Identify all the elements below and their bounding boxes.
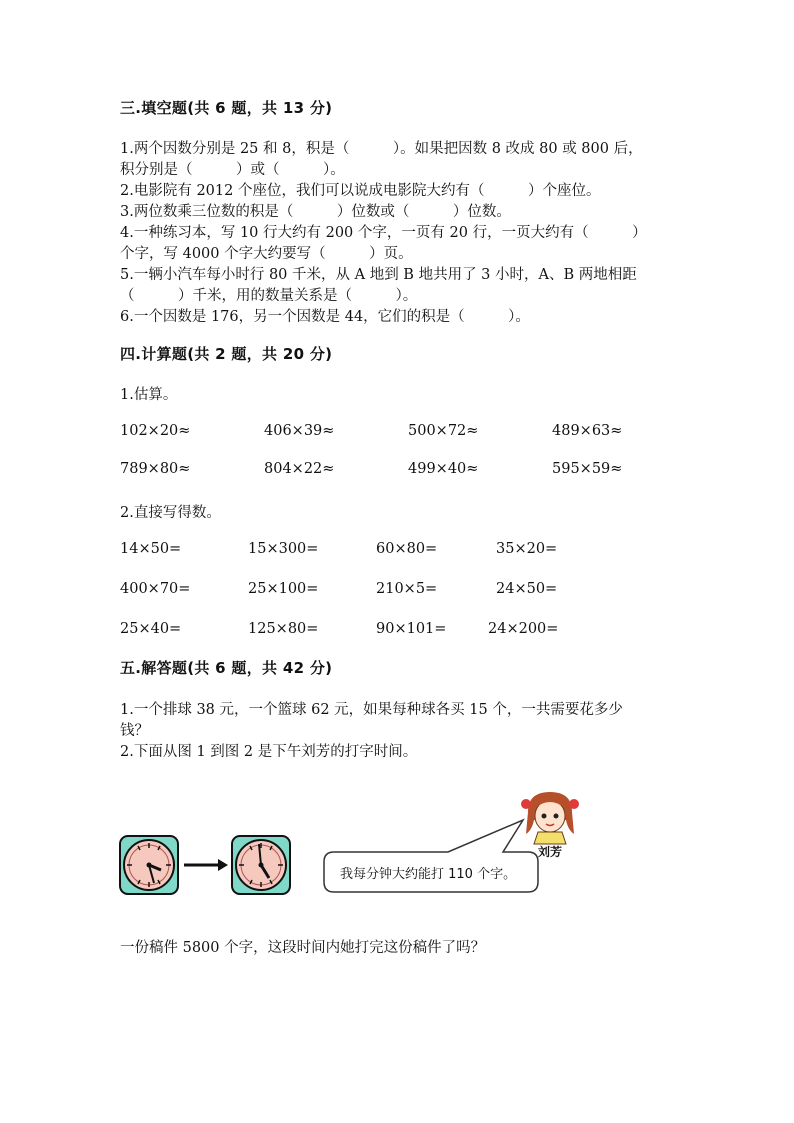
estimate-item: 499×40≈ [408,461,479,477]
fill-blank-line: 个字，写 4000 个字大约要写（ ）页。 [120,246,413,262]
girl-name-label: 刘芳 [538,845,563,859]
estimate-item: 804×22≈ [264,461,335,477]
direct-item: 25×40= [120,621,182,637]
estimate-item: 406×39≈ [264,423,335,439]
direct-item: 60×80= [376,541,438,557]
section-3-title: 三.填空题(共 6 题，共 13 分) [120,99,333,117]
direct-item: 90×101= [376,621,447,637]
fill-blank-line: 1.两个因数分别是 25 和 8，积是（ ）。如果把因数 8 改成 80 或 800 后， [120,141,643,157]
direct-item: 24×50= [496,581,558,597]
direct-label: 2.直接写得数。 [120,505,221,521]
problem-line: 钱？ [120,723,149,739]
fill-blank-line: 4.一种练习本，写 10 行大约有 200 个字，一页有 20 行，一页大约有（ ） [120,225,647,241]
estimate-item: 102×20≈ [120,423,191,439]
direct-item: 14×50= [120,541,182,557]
estimate-label: 1.估算。 [120,387,178,403]
typing-time-illustration [118,790,598,900]
estimate-item: 595×59≈ [552,461,623,477]
direct-item: 25×100= [248,581,319,597]
fill-blank-line: 2.电影院有 2012 个座位，我们可以说成电影院大约有（ ）个座位。 [120,183,601,199]
fill-blank-line: （ ）千米，用的数量关系是（ ）。 [120,288,418,304]
fill-blank-line: 积分别是（ ）或（ ）。 [120,162,345,178]
bubble-text: 我每分钟大约能打 110 个字。 [340,867,517,882]
section-4-title: 四.计算题(共 2 题，共 20 分) [120,345,333,363]
direct-item: 400×70= [120,581,191,597]
speech-bubble [324,820,538,892]
direct-item: 210×5= [376,581,438,597]
clock-2-icon [232,836,290,894]
problem-line: 2.下面从图 1 到图 2 是下午刘芳的打字时间。 [120,744,418,760]
estimate-item: 789×80≈ [120,461,191,477]
direct-item: 15×300= [248,541,319,557]
problem-line: 1.一个排球 38 元，一个篮球 62 元，如果每种球各买 15 个，一共需要花多少 [120,702,623,718]
direct-item: 125×80= [248,621,319,637]
clock-1-icon [120,836,178,894]
fill-blank-line: 3.两位数乘三位数的积是（ ）位数或（ ）位数。 [120,204,511,220]
section-5-title: 五.解答题(共 6 题，共 42 分) [120,659,333,677]
direct-item: 24×200= [488,621,559,637]
estimate-item: 489×63≈ [552,423,623,439]
girl-liufang-icon [521,792,579,859]
arrow-right-icon [184,859,228,871]
fill-blank-line: 5.一辆小汽车每小时行 80 千米，从 A 地到 B 地共用了 3 小时，A、B 两地相距 [120,267,637,283]
fill-blank-line: 6.一个因数是 176，另一个因数是 44，它们的积是（ ）。 [120,309,530,325]
estimate-item: 500×72≈ [408,423,479,439]
final-question: 一份稿件 5800 个字，这段时间内她打完这份稿件了吗？ [120,940,486,956]
direct-item: 35×20= [496,541,558,557]
